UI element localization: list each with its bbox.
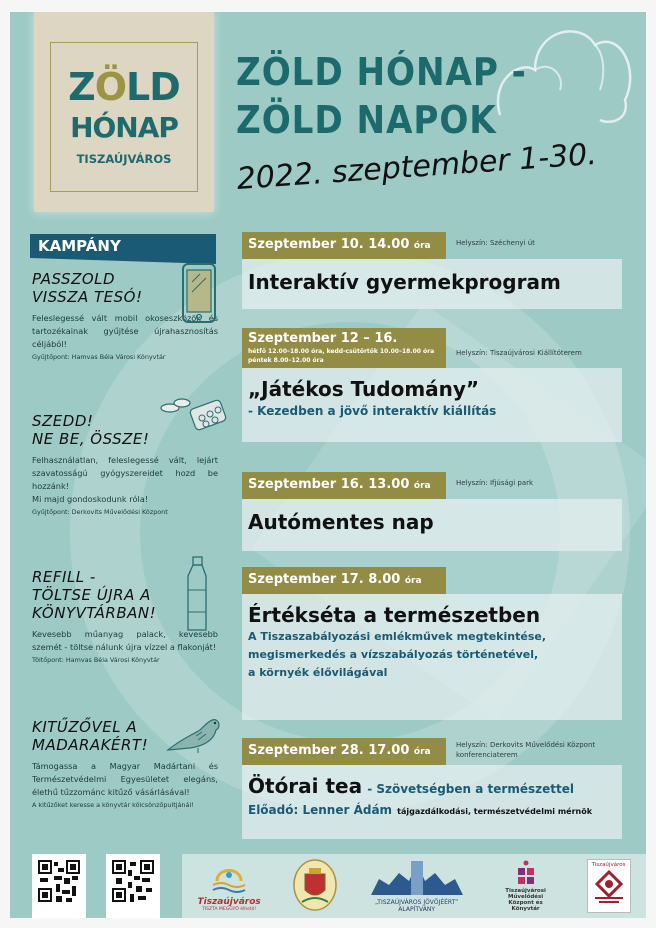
event-location: Helyszín: Tiszaújvárosi Kiállítóterem bbox=[456, 349, 582, 357]
event-subtitle: - Szövetségben a természettel bbox=[367, 782, 574, 796]
cultural-center-logo-icon bbox=[516, 860, 536, 886]
sponsor-coat-of-arms bbox=[292, 858, 338, 914]
event-date-header bbox=[242, 738, 446, 765]
campaign-title-line: KITŰZŐVEL A bbox=[32, 718, 138, 736]
event-body bbox=[242, 499, 622, 551]
campaign-body: Támogassa a Magyar Madártani és Természetvédelmi Egyesületet elegáns, élethű tűzzománc kitűző vásárlásával! bbox=[32, 761, 218, 797]
event-hours: péntek 8.00–12.00 óra bbox=[248, 357, 324, 364]
campaign-body: Kevesebb műanyag palack, kevesebb szemét - töltse nálunk újra vízzel a flakonját! bbox=[32, 629, 218, 652]
event-time-unit: óra bbox=[413, 481, 431, 491]
campaign-note: Töltőpont: Hamvas Béla Városi Könyvtár bbox=[32, 656, 160, 664]
event-location: Helyszín: Széchenyi út bbox=[456, 239, 535, 247]
logo-honap-text: HÓNAP bbox=[70, 111, 178, 144]
event-date-header bbox=[242, 232, 446, 259]
sponsor-logos bbox=[182, 854, 646, 918]
event-hours: hétfő 12.00–18.00 óra, kedd-csütörtök 10.00–18.00 óra bbox=[248, 348, 435, 355]
logo-city-text: TISZAÚJVÁROS bbox=[76, 152, 172, 166]
pills-icon bbox=[160, 396, 228, 436]
poster bbox=[10, 12, 646, 918]
ertektar-logo-icon bbox=[591, 868, 627, 908]
event-item bbox=[242, 328, 642, 442]
campaign-body-text: Mi majd gondoskodunk róla! bbox=[32, 494, 149, 504]
event-speaker: Előadó: Lenner Ádám bbox=[248, 803, 393, 817]
logo-text: Z bbox=[68, 65, 95, 109]
qr-code-icon bbox=[38, 860, 80, 902]
smartphone-icon bbox=[180, 262, 220, 326]
campaign-note: Gyűjtőpont: Hamvas Béla Városi Könyvtár bbox=[32, 353, 166, 361]
title-line-1: ZÖLD HÓNAP - bbox=[236, 50, 527, 94]
event-body bbox=[242, 368, 622, 442]
event-date: Szeptember 17. 8.00 bbox=[248, 572, 401, 587]
campaign-title-line: MADARAKÉRT! bbox=[32, 736, 149, 754]
event-date: Szeptember 12 – 16. bbox=[248, 331, 398, 346]
event-subtitle: - Kezedben a jövő interaktív kiállítás bbox=[248, 404, 497, 418]
sponsor-name: „TISZAÚJVÁROS JÖVŐJÉÉRT” bbox=[375, 899, 459, 906]
event-time-unit: óra bbox=[413, 241, 431, 251]
logo-text: LD bbox=[126, 65, 180, 109]
sponsor-name: Tiszaújvárosi bbox=[505, 888, 546, 894]
coat-of-arms-icon bbox=[292, 858, 338, 912]
event-speaker-role: tájgazdálkodási, természetvédelmi mérnök bbox=[397, 807, 593, 816]
campaign-note: Gyűjtőpont: Derkovits Művelődési Központ bbox=[32, 508, 168, 516]
event-date: Szeptember 16. 13.00 bbox=[248, 477, 410, 492]
sponsor-cultural-center bbox=[496, 860, 556, 912]
event-body bbox=[242, 765, 622, 839]
tiszaujvaros-logo-icon bbox=[209, 861, 249, 895]
campaign-title-line: TÖLTSE ÚJRA A bbox=[32, 586, 151, 604]
event-title: Autómentes nap bbox=[248, 510, 434, 534]
campaign-title-line: PASSZOLD bbox=[32, 270, 116, 288]
title-line-2: ZÖLD NAPOK bbox=[236, 98, 497, 142]
event-location: Helyszín: Ifjúsági park bbox=[456, 479, 534, 487]
page-title bbox=[236, 48, 527, 144]
event-location-line: konferenciaterem bbox=[456, 751, 518, 759]
bird-icon bbox=[166, 714, 222, 754]
campaign-item bbox=[32, 412, 218, 516]
event-subtitle: megismerkedés a vízszabályozás történetével, bbox=[248, 648, 539, 661]
event-item bbox=[242, 232, 642, 309]
event-title: Ötórai tea bbox=[248, 774, 363, 798]
zold-honap-logo bbox=[34, 12, 214, 212]
event-date: Szeptember 10. 14.00 bbox=[248, 237, 410, 252]
event-item bbox=[242, 738, 642, 839]
event-date-range: 2022. szeptember 1-30. bbox=[235, 136, 598, 197]
sponsor-tagline: TISZTA MEGGYŐ élhető! bbox=[202, 906, 257, 912]
campaign-body bbox=[32, 454, 218, 506]
logo-text: Ö bbox=[94, 65, 127, 109]
campaign-item bbox=[32, 718, 218, 809]
sponsor-ertektar bbox=[587, 859, 631, 913]
qr-code-2[interactable] bbox=[106, 854, 160, 918]
campaign-title-line: VISSZA TESÓ! bbox=[32, 288, 143, 306]
event-location bbox=[456, 740, 595, 760]
event-date-header bbox=[242, 567, 446, 594]
bottle-icon bbox=[184, 556, 210, 634]
qr-code-icon bbox=[112, 860, 154, 902]
campaign-item bbox=[32, 270, 218, 361]
event-date-header bbox=[242, 328, 446, 368]
campaign-body-text: Felhasználatlan, feleslegessé vált, lejárt szavatosságú gyógyszereidet hozd be hozzánk! bbox=[32, 455, 218, 491]
event-item bbox=[242, 567, 642, 720]
event-item bbox=[242, 472, 642, 551]
event-time-unit: óra bbox=[413, 747, 431, 757]
foundation-logo-icon bbox=[369, 859, 465, 897]
sponsor-foundation bbox=[369, 859, 465, 913]
event-body bbox=[242, 594, 622, 720]
campaign-title-line: SZEDD! bbox=[32, 412, 94, 430]
event-date: Szeptember 28. 17.00 bbox=[248, 743, 410, 758]
event-subtitle: A Tiszaszabályozási emlékművek megtekintése, bbox=[248, 630, 547, 643]
qr-code-1[interactable] bbox=[32, 854, 86, 918]
event-subtitle: a környék élővilágával bbox=[248, 666, 388, 679]
sponsor-tagline: ALAPÍTVÁNY bbox=[398, 906, 436, 913]
event-title: Értékséta a természetben bbox=[248, 603, 541, 627]
event-date-header bbox=[242, 472, 446, 499]
sponsor-tiszaujvaros bbox=[197, 861, 260, 912]
event-body bbox=[242, 259, 622, 309]
campaign-body: Feleslegessé vált mobil okoseszközök és tartozékainak gyűjtése újrahasznosítás céljából! bbox=[32, 313, 218, 349]
event-time-unit: óra bbox=[404, 576, 422, 586]
event-title: Interaktív gyermekprogram bbox=[248, 270, 561, 294]
campaign-note: A kitűzőket keresse a könyvtár kölcsönzőpultjánál! bbox=[32, 801, 194, 809]
campaign-title-line: KÖNYVTÁRBAN! bbox=[32, 604, 157, 622]
campaign-item bbox=[32, 568, 218, 664]
sponsor-name: Tiszaújváros bbox=[197, 896, 261, 907]
event-location-line: Helyszín: Derkovits Művelődési Központ bbox=[456, 741, 596, 749]
campaign-title-line: REFILL - bbox=[32, 568, 96, 586]
sponsor-tagline: Művelődési Központ és Könyvtár bbox=[507, 894, 544, 912]
event-title: „Játékos Tudomány” bbox=[248, 377, 480, 401]
sponsor-name: Tiszaújváros bbox=[591, 862, 626, 868]
campaign-title-line: NE BE, ÖSSZE! bbox=[32, 430, 150, 448]
campaign-label: KAMPÁNY bbox=[30, 234, 216, 258]
